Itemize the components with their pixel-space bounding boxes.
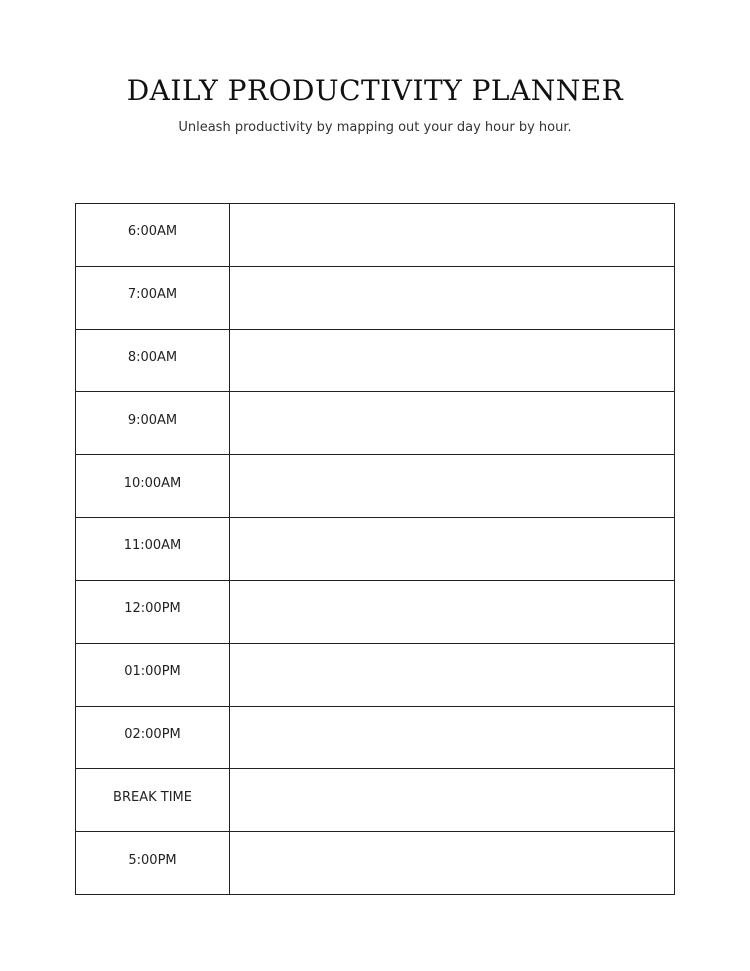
schedule-row — [76, 768, 674, 831]
schedule-row — [76, 329, 674, 392]
task-cell[interactable] — [230, 267, 674, 329]
time-label: BREAK TIME — [76, 769, 230, 831]
page-subtitle: Unleash productivity by mapping out your day hour by hour. — [178, 120, 572, 135]
task-cell[interactable] — [230, 769, 674, 831]
time-label: 02:00PM — [76, 707, 230, 769]
time-label: 6:00AM — [76, 204, 230, 266]
task-cell[interactable] — [230, 707, 674, 769]
schedule-row — [76, 831, 674, 894]
task-cell[interactable] — [230, 518, 674, 580]
task-cell[interactable] — [230, 330, 674, 392]
time-label: 5:00PM — [76, 832, 230, 894]
time-label: 8:00AM — [76, 330, 230, 392]
page-title: DAILY PRODUCTIVITY PLANNER — [126, 74, 624, 107]
time-label: 9:00AM — [76, 392, 230, 454]
time-label: 7:00AM — [76, 267, 230, 329]
time-label: 01:00PM — [76, 644, 230, 706]
task-cell[interactable] — [230, 832, 674, 894]
time-label: 12:00PM — [76, 581, 230, 643]
schedule-row — [76, 454, 674, 517]
task-cell[interactable] — [230, 204, 674, 266]
time-label: 10:00AM — [76, 455, 230, 517]
schedule-row — [76, 266, 674, 329]
task-cell[interactable] — [230, 455, 674, 517]
task-cell[interactable] — [230, 644, 674, 706]
time-label: 11:00AM — [76, 518, 230, 580]
schedule-row — [76, 517, 674, 580]
schedule-row — [76, 580, 674, 643]
schedule-row — [76, 643, 674, 706]
schedule-table — [75, 203, 675, 895]
schedule-row — [76, 706, 674, 769]
task-cell[interactable] — [230, 392, 674, 454]
schedule-row — [76, 204, 674, 266]
task-cell[interactable] — [230, 581, 674, 643]
schedule-row — [76, 391, 674, 454]
